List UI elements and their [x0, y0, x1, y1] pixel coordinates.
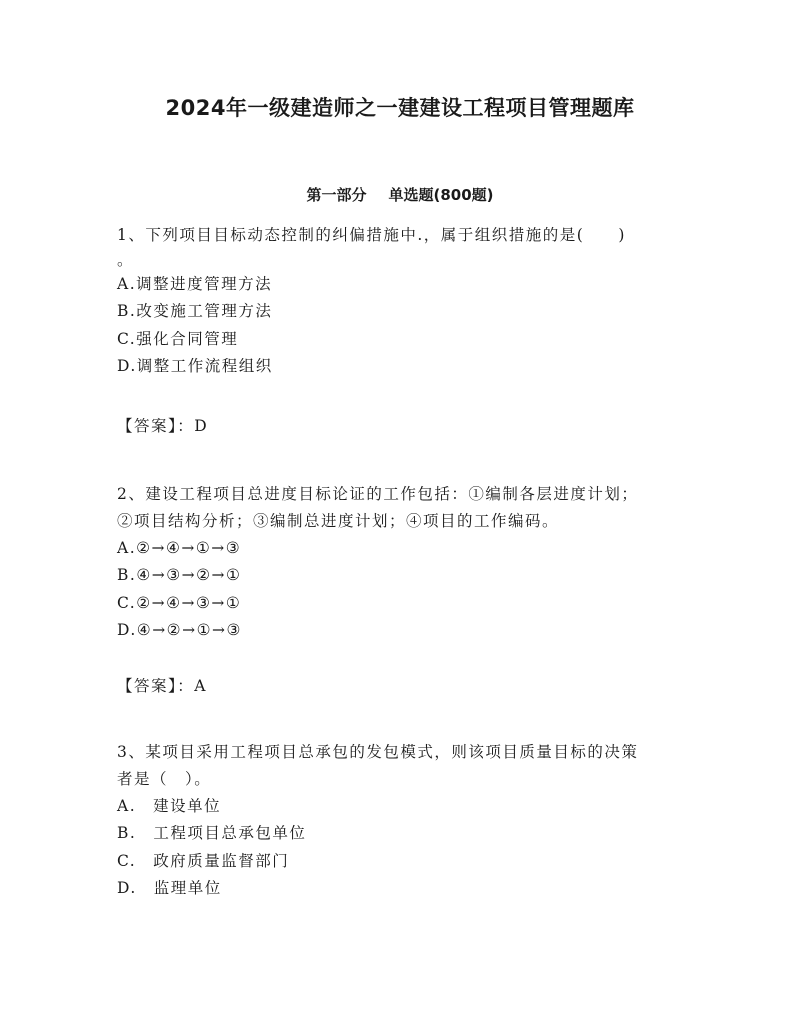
section-name-label: 单选题(800题) — [388, 186, 494, 204]
question-2-option-b: B.④→③→②→① — [117, 566, 242, 585]
question-1-option-c: C.强化合同管理 — [117, 329, 239, 348]
question-1-stem-line-1: 1、下列项目目标动态控制的纠偏措施中.，属于组织措施的是( ) — [117, 226, 626, 244]
question-3-option-b: B. 工程项目总承包单位 — [117, 824, 307, 843]
answer-label: 【答案】： — [117, 677, 195, 695]
question-1-option-b: B.改变施工管理方法 — [117, 302, 273, 321]
question-1-option-a: A.调整进度管理方法 — [117, 275, 273, 293]
document-title: 2024年一级建造师之一建建设工程项目管理题库 — [165, 96, 635, 120]
question-2-option-d: D.④→②→①→③ — [117, 620, 242, 639]
answer-value: A — [194, 677, 207, 695]
question-1-option-d: D.调整工作流程组织 — [117, 356, 273, 375]
question-1 — [117, 222, 689, 380]
question-1-answer — [117, 413, 208, 440]
section-heading — [0, 183, 800, 207]
question-1-stem-line-2: 。 — [117, 251, 135, 269]
answer-label: 【答案】： — [117, 417, 195, 435]
question-3-stem-line-2: 者是（ ）。 — [117, 770, 212, 788]
question-2-stem-line-2: ②项目结构分析；③编制总进度计划；④项目的工作编码。 — [117, 512, 560, 530]
answer-value: D — [194, 417, 209, 435]
question-2-option-a: A.②→④→①→③ — [117, 539, 242, 557]
question-3-option-a: A. 建设单位 — [117, 797, 222, 815]
question-3-option-d: D. 监理单位 — [117, 878, 222, 897]
question-2-stem-line-1: 2、建设工程项目总进度目标论证的工作包括：①编制各层进度计划； — [117, 485, 639, 503]
question-2-option-c: C.②→④→③→① — [117, 593, 242, 612]
question-2-answer — [117, 673, 207, 700]
section-part-label: 第一部分 — [306, 186, 367, 204]
question-3-stem-line-1: 3、某项目采用工程项目总承包的发包模式，则该项目质量目标的决策 — [117, 743, 639, 761]
question-3-option-c: C. 政府质量监督部门 — [117, 851, 290, 870]
question-3 — [117, 739, 689, 902]
question-2 — [117, 481, 689, 644]
